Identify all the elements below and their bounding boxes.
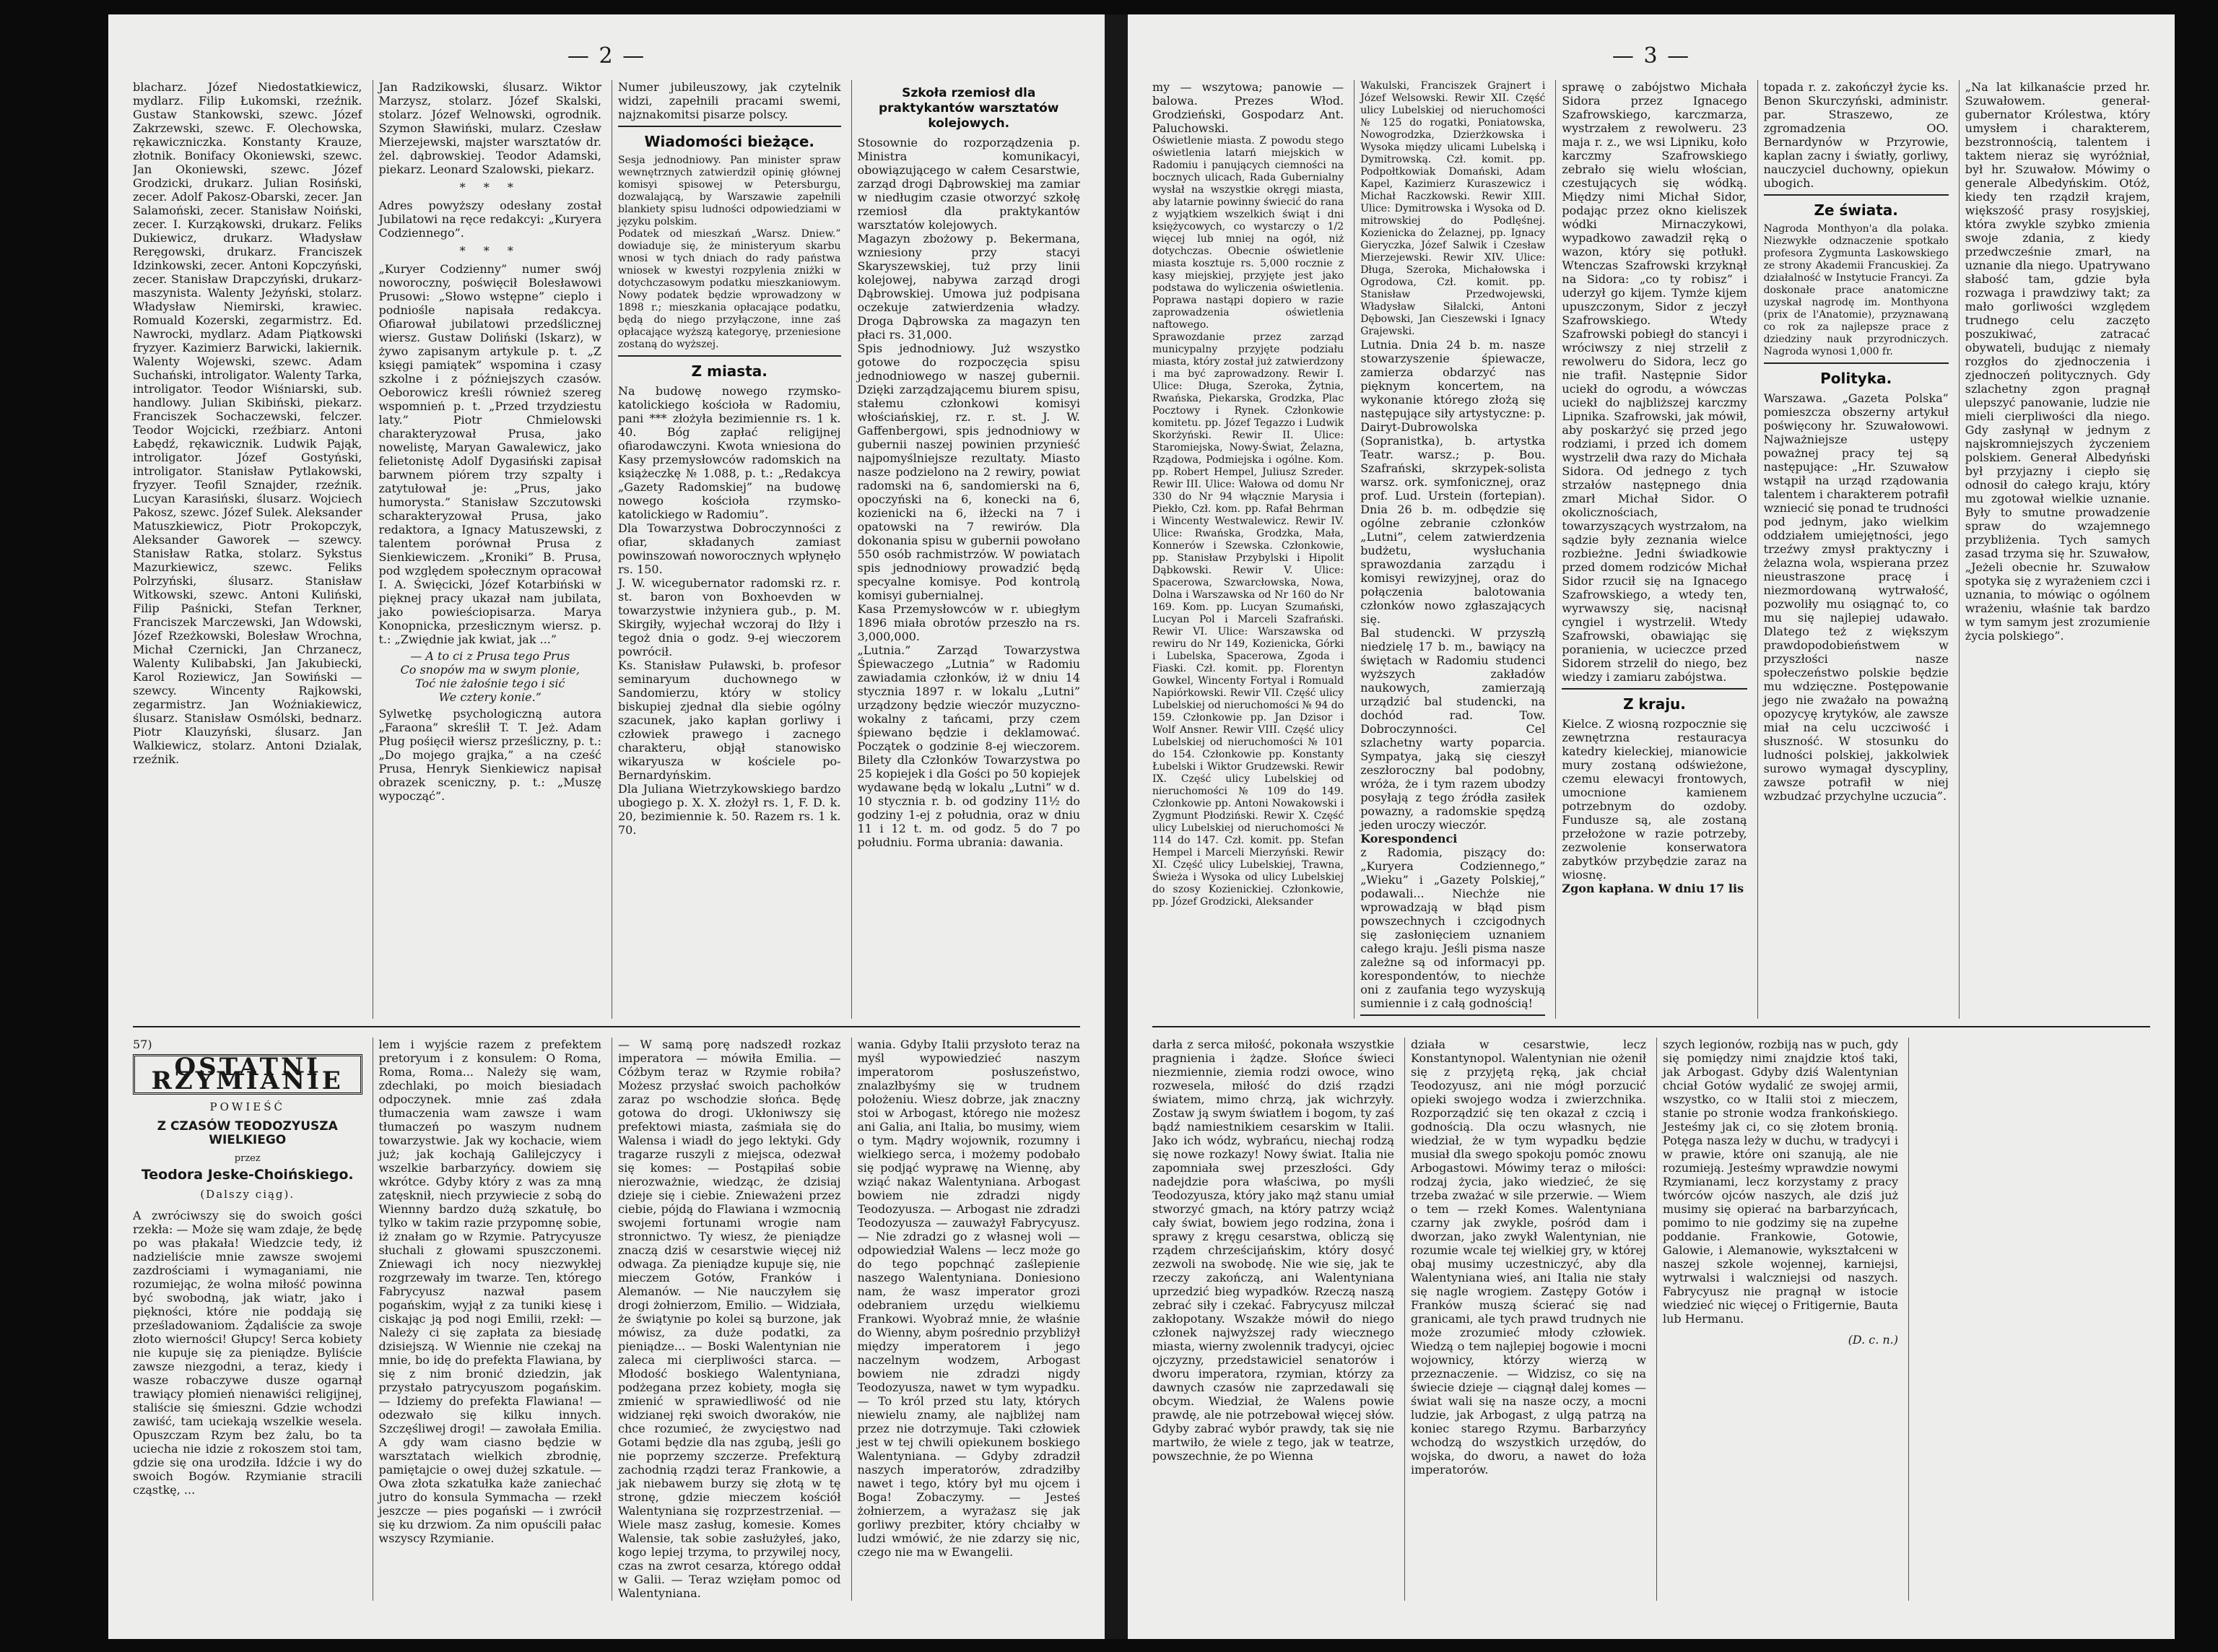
column-text: Dla Juliana Wietrzykowskiego bardzo ubogiego p. X. X. złożył rs. 1, F. D. k. 20, bezimiennie k. 50. Razem rs. 1 k. 70. [618, 782, 841, 837]
column-4 [851, 80, 1081, 1019]
column-text: Dla Towarzystwa Dobroczynności z ofiar, składanych zamiast powinszowań noworocznych wpłynęło rs. 150. [618, 521, 841, 576]
feuilleton-divider [1152, 1026, 2150, 1027]
section-heading: Polityka. [1820, 370, 1892, 387]
column-text: Spis jednodniowy. Już wszystko gotowe do rozpoczęcia spisu jednodniowego w naszej gubernii. Dzięki zarządzającemu biurem spisu, stałemu członkowi komisyi włościańskiej, rz. r. st. J. W. Gaffenbergowi, spis jednodniowy w gubernii naszej powinien przynieść najpomyślniejsze rezultaty. Miasto nasze podzielono na 2 rewiry, powiat radomski na 6, sandomierski na 6, opoczyński na 6, konecki na 6, kozienicki na 6, iłżecki na 7 i opatowski na 7 rewirów. Dla dokonania spisu w gubernii powołano 550 osób rachmistrzów. W powiatach spis jednodniowy prowadzić będą specyalne komisye. Pod kontrolą komisyi gubernialnej. [857, 342, 1080, 602]
serial-by: przez [234, 1153, 261, 1164]
column-text: działa w cesarstwie, lecz Konstantynopol. Walentynian nie ożenił się z przyjętą ręką, jak chciał Teodozyusz, ani nie mógł porzucić opieki swojego wodza i zwierzchnika. Rozporządzić się ten okazał z czcią i godnością. Dla oczu własnych, nie wiedział, że w tym wypadku będzie musiał dla swego spokoju pomóc znowu Arbogastowi. Mówimy teraz o miłości: rodzaj życia, jako wiedzieć, że się trzeba zważać w sile przerwie. — Wiem o tem — rzekł Komes. Walentyniana czarny jak zwykle, pośród dam i dworzan, jako zwykł Walentynian, nie rozumie wcale tej wielkiej gry, w której obaj musimy uczestniczyć, aby dla Walentyniana wieś, ani Italia nie stały się nagle wrogiem. Zastępy Gotów i Franków muszą ścierać się nad granicami, ale tych prawd trudnych nie może zrozumieć młody człowiek. Wiedzą o tem najlepiej bogowie i mocni wojownicy, którzy wierzą w przeznaczenie. — Widzisz, co się na świecie dzieje — ciągnął dalej komes — świat wali się na nasze oczy, a mocni ludzie, jak Arbogast, z ulgą patrzą na koniec starego Rzymu. Barbarzyńcy wchodzą do wszystkich urzędów, do wojska, do dworu, a nawet do łoża imperatorów. [1411, 1038, 1646, 1477]
section-heading: Szkoła rzemiosł dla praktykantów warsztatów kolejowych. [878, 86, 1059, 131]
divider [1764, 194, 1949, 196]
column-3 [1555, 80, 1747, 1019]
column-text: Bal studencki. W przyszłą niedzielę 17 b. m., bawiący na świętach w Radomiu studenci wyższych zakładów naukowych, zamierzają urządzić bal studencki, na dochód rad. Tow. Dobroczynności. Cel szlachetny warty poparcia. Sympatya, jaką się cieszył zeszłoroczny bal podobny, wróża, że i tym razem ubodzy posyłają z tego źródła zasiłek powazny, a radomskie spędzą jeden uroczy wieczór. [1360, 626, 1546, 832]
column-text: wania. Gdyby Italii przysłoto teraz na myśl wypowiedzieć naszym imperatorom posłuszeństwo, znalazłbyśmy się w trudnem położeniu. Wiesz dobrze, jak znaczny stoi w Arbogast, którego nie możesz ani Galia, ani Italia, bo musimy, wiem o tym. Mądry wojownik, rozumny i wielkiego serca, i możemy podobało się podjąć wyprawę na Wiennę, aby wziąć nakaz Walentyniana. Arbogast bowiem nie zdradzi nigdy Teodozyusza. — Arbogast nie zdradzi Teodozyusza — zauważył Fabrycyusz. — Nie zdradzi go z własnej woli — odpowiedział Walens — lecz może go do tego popchnąć zaślepienie naszego Walentyniana. Doniesiono nam, że wasz imperator grozi odebraniem urzędu wielkiemu Frankowi. Wyobraź mnie, że właśnie do Wienny, abym pośrednio przybliżył między imperatorem i jego naczelnym wodzem, Arbogast bowiem nie zdradzi nigdy Teodozyusza, nawet w tym wypadku. — To król przed stu laty, których niewielu znamy, ale najbliżej nam przez nie dotrzymuje. Taki człowiek jest w tej chwili opiekunem boskiego Walentyniana. — Gdyby zdradził naszych imperatorów, zdradziłby nawet i tego, który był mu ojcem i Boga! Zobaczymy. — Jesteś żołnierzem, a wyrażasz się jak gorliwy prezbiter, który chciałby w ludzi wmówić, że nie zdarzy się nic, czego nie ma w Ewangelii. [857, 1038, 1080, 1559]
to-be-continued: (D. c. n.) [1848, 1333, 1898, 1347]
feuilleton-column-2 [373, 1038, 602, 1601]
column-text: Jan Radzikowski, ślusarz. Wiktor Marzysz, stolarz. Józef Skalski, stolarz. Józef Welnowski, ogrodnik. Szymon Sławiński, mularz. Czesław Mierzejewski, majster warsztatów dr. żel. dąbrowskiej. Teodor Adamski, piekarz. Leonard Szalowski, piekarz. [378, 80, 601, 176]
feuilleton-columns [1152, 1038, 2150, 1601]
column-text: A zwróciwszy się do swoich gości rzekła: — Może się wam zdaje, że będę po was płakała! Wiedzcie tedy, iż nadzieliście mnie zawsze swojemi zazdrościami i wymaganiami, nie rozumiejąc, że wolna miłość powinna być swobodną, jak wiatr, jako i piękności, które nie poddają się prześladowaniom. Żądaliście za swoje złoto wierności! Głupcy! Serca kobiety nie kupuje się za pieniądze. Byliście zawsze niezgodni, a teraz, kiedy i wasze robaczywe dusze ogarnął trawiący płomień nienawiści religijnej, staliście się śmieszni. Gdzie wchodzi zawiść, tam uciekają wszelkie wesela. Opuszczam Rzym bez żalu, bo ta uciecha nie idzie z rokoszem stoi tam, gdzie się ona urodziła. Idźcie i wy do swoich Bogów. Rzymianie stracili cząstkę, ... [133, 1209, 362, 1497]
column-text: Sprawozdanie przez zarząd municypalny przyjęte podziału miasta, który został już zatwierdzony i ma być zaprowadzony. Rewir I. Ulice: Długa, Szeroka, Żytnia, Rwańska, Piekarska, Grodzka, Plac Pocztowy i Rynek. Członkowie komitetu. pp. Józef Tegazzo i Ludwik Skorżyński. Rewir II. Ulice: Staromiejska, Nowy-Świat, Żelazna, Rządowa, Podmiejska i ogólne. Kom. pp. Robert Hempel, Juliusz Szreder. Rewir III. Ulice: Wałowa od domu Nr 330 do Nr 94 włącznie Marysia i Piekło, Czł. kom. pp. Rafał Behrman i Wincenty Westwalewicz. Rewir IV. Ulice: Rwańska, Grodzka, Mała, Konnerów i Szewska. Członkowie, pp. Stanisław Przybylski i Hipolit Dąbkowski. Rewir V. Ulice: Spacerowa, Szwarcłowska, Nowa, Dolna i Warszawska od Nr 160 do Nr 169. Kom. pp. Lucyan Szumański, Lucyan Pol i Marceli Szafrański. Rewir VI. Ulice: Warszawska od rewiru do Nr 149, Kozienicka, Górki i Lubelska, Spacerowa, Zgoda i Fiaski. Czł. komit. pp. Florentyn Gowkel, Wincenty Fortyal i Romuald Napiórkowski. Rewir VII. Część ulicy Lubelskiej od nieruchomości № 94 do 159. Członkowie pp. Jan Dzisor i Wolf Ansner. Rewir VIII. Część ulicy Lubelskiej od nieruchomości № 101 do 154. Członkowie pp. Konstanty Łubelski i Wiktor Grudzewski. Rewir IX. Część ulicy Lubelskiej od nieruchomości № 109 do 149. Członkowie pp. Antoni Nowakowski i Zygmunt Płodziński. Rewir X. Część ulicy Lubelskiej od nieruchomości № 114 do 147. Czł. komit. pp. Stefan Hempel i Marceli Mierzyński. Rewir XI. Część ulicy Lubelskiej, Trawna, Świeża i Wysoka od ulicy Lubelskiej do szosy Kozienickiej. Członkowie, pp. Józef Grodzicki, Aleksander [1152, 331, 1344, 908]
poem-line: Co snopów ma w swym plonie, [400, 663, 580, 677]
feuilleton-column-3 [612, 1038, 841, 1601]
column-4 [1757, 80, 1949, 1019]
poem-line: — A to ci z Prusa tego Prus [410, 649, 570, 663]
column-3 [612, 80, 841, 1019]
feuilleton-column-3 [1656, 1038, 1898, 1601]
column-text: blacharz. Józef Niedostatkiewicz, mydlarz. Filip Łukomski, rzeźnik. Gustaw Stankowski, szewc. Józef Zakrzewski, szewc. F. Olechowska, rękawiczniczka. Konstanty Krauze, złotnik. Bonifacy Okoniewski, szewc. Jan Okoniewski, szewc. Józef Grodzicki, drukarz. Julian Rosiński, zecer. Adolf Pakosz-Obarski, zecer. Jan Salamoński, zecer. Stanisław Noiński, zecer. I. Kurząkowski, drukarz. Feliks Dukiewicz, drukarz. Władysław Reręgowski, drukarz. Franciszek Idzinkowski, zecer. Antoni Kopczyński, zecer. Stanisław Drapczyński, drukarz-maszynista. Walenty Jeżyński, stolarz. Władysław Niemirski, krawiec. Romuald Kozerski, zegarmistrz. Ed. Nawrocki, mydlarz. Adam Piątkowski fryzyer. Kazimierz Barwicki, lakiernik. Walenty Wojewski, szewc. Adam Suchański, introligator. Walenty Tarka, introligator. Teodor Wiśniarski, sub. handlowy. Julian Skibiński, piekarz. Franciszek Sochaczewski, felczer. Teodor Wojcicki, rzeźbiarz. Antoni Łabędź, rękawicznik. Ludwik Pająk, introligator. Józef Gostyński, introligator. Stanisław Pytlakowski, fryzyer. Teofil Sznajder, rzeźnik. Lucyan Karasiński, ślusarz. Wojciech Pakosz, szewc. Józef Sulek. Aleksander Matuszkiewicz, Piotr Prokopczyk, Aleksander Gaworek — szewcy. Stanisław Ratka, stolarz. Sykstus Mazurkiewicz, szewc. Feliks Polrzyński, ślusarz. Stanisław Witkowski, szewc. Antoni Kuliński, Filip Paśnicki, Stefan Terkner, Franciszek Marczewski, Jan Wdowski, Józef Rzeżkowski, Bolesław Wrochna, Michał Czernicki, Jan Chrzanecz, Walenty Kulibabski, Jan Jakubiecki, Karol Roziewicz, Jan Sowiński — szewcy. Wincenty Rajkowski, zegarmistrz. Jan Woźniakiewicz, ślusarz. Stanisław Osmólski, bednarz. Piotr Klauzyński, ślusarz. Jan Walkiewicz, stolarz. Antoni Dzialak, rzeźnik. [133, 80, 362, 766]
column-text: Podatek od mieszkań „Warsz. Dniew.” dowiaduje się, że ministeryum skarbu wnosi w tych dniach do rady państwa wniosek w kwestyi rozpylenia zniżki w dotychczasowym podatku mieszkaniowym. Nowy podatek będzie wprowadzony w 1898 r.; mieszkania opłacające podatku, będą do niego przyłączone, inne zaś opłacające wyższą kategoryę, przeniesione zostaną do wyższej. [618, 228, 841, 350]
page-number: — 3 — [1612, 43, 1691, 69]
feuilleton-column-4 [851, 1038, 1081, 1601]
column-text: z Radomia, piszący do: „Kuryera Codziennego,” „Wieku” i „Gazety Polskiej,” podawali... Niechże nie wprowadzają w błąd pism powszechnych i czcigodnych się zasłonięciem uznaniem całego kraju. Jeśli pisma nasze zależne są od informacyi pp. korespondentów, to niechże oni z zaufania tego wyzyskują sumiennie i z całą godnością! [1360, 845, 1546, 1010]
column-text: Adres powyższy odesłany został Jubilatowi na ręce redakcyi: „Kuryera Codziennego”. [378, 199, 601, 240]
column-text: „Lutnia.” Zarząd Towarzystwa Śpiewaczego „Lutnia” w Radomiu zawiadamia członków, iż w dniu 14 stycznia 1897 r. w lokalu „Lutni” urządzony będzie wieczór muzyczno-wokalny z tańcami, przy czem śpiewano będzie i deklamować. Początek o godzinie 8-ej wieczorem. Bilety dla Członków Towarzystwa po 25 kopiejek i dla Gości po 50 kopiejek wydawane będą w lokalu „Lutni” w d. 10 stycznia r. b. od godziny 11½ do godziny 1-ej z południa, oraz w dniu 11 i 12 t. m. od godz. 5 do 7 po południu. Forma ubrania: dawania. [857, 643, 1080, 849]
column-text: my — wszytowa; panowie — balowa. Prezes Włod. Grodzieński, Gospodarz Ant. Paluchowski. [1152, 80, 1344, 135]
column-2 [373, 80, 602, 1019]
poem-line: We cztery konie.” [438, 690, 542, 704]
book-spine [1105, 14, 1128, 1639]
serial-title: OSTATNI RZYMIANIE [133, 1054, 362, 1095]
serial-era: Z CZASÓW TEODOZYUSZA WIELKIEGO [157, 1119, 338, 1147]
column-text: „Kuryer Codzienny” numer swój noworoczny, poświęcił Bolesławowi Prusowi: „Słowo wstępne” cieplo i podniośle napisała redakcya. Ofiarował jubilatowi przedślicznej wiersz. Gustaw Doliński (Iskarz), w żywo zapisanym artykule p. t. „Z księgi pamiątek” wspomina i czasy szkolne i z późniejszych czasów. Oeborowicz kreśli również szereg wspomnień p. t. „Przed trzydziestu laty.” Piotr Chmielowski charakteryzował Prusa, jako nowelistę, Maryan Gawalewicz, jako felietonistę Adolf Dygasiński zapisał barwnem piórem trzy szpalty i zatytułował je: „Prus, jako humorysta.” Stanisław Szczutowski scharakteryzował Prusa, jako redaktora, a Ignacy Matuszewski, z talentem porównał Prusa z Sienkiewiczem. „Kroniki” B. Prusa, pod względem społecznym opracował I. A. Święcicki, Józef Kotarbiński w pięknej pracy ukazał nam jubilata, jako powieściopisarza. Marya Konopnicka, przesłicznym wiersz. p. t.: „Zwiędnie jak kwiat, jak ...” [378, 262, 601, 646]
poem-line: Toć nie żałośnie tego i sić [415, 677, 565, 690]
column-text: Na budowę nowego rzymsko-katolickiego kościoła w Radomiu, pani *** złożyła bezimiennie rs. 1 k. 40. Bóg zapłać religijnej ofiarodawczyni. Kwota wniesiona do Kasy przemysłowców radomskich na książeczkę № 1.088, p. t.: „Redakcya „Gazety Radomskiej” na budowę nowego kościoła rzymsko-katolickiego w Radomiu”. [618, 384, 841, 521]
column-text: — W samą porę nadszedł rozkaz imperatora — mówiła Emilia. — Cóżbym teraz w Rzymie robiła? Możesz przysłać swoich pachołków zaraz po wschodzie słońca. Będę gotowa do drogi. Ukłoniwszy się prefektowi miasta, zaśmiała się do Walensa i wiadł do jego lektyki. Gdy tragarze ruszyli z miejsca, odezwał się komes: — Postąpiłaś sobie nierozważnie, wiedząc, że dzisiaj dzieje się i ciebie. Znieważeni przez ciebie, pójdą do Flawiana i wzmocnią swojemi fortunami wrogie nam stronnictwo. Ty wiesz, że pieniądze znaczą dziś w cesarstwie więcej niż odwaga. Za pieniądze kupuje się, nie mieczem Gotów, Franków i Alemanów. — Nie nauczyłem się drogi żołnierzom, Emilio. — Widziała, że świątynie po kolei są burzone, jak mówisz, za duże podatki, za pieniądze... — Boski Walentynian nie zaleca mi cierpliwości starca. — Młodość boskiego Walentyniana, podżegana przez kobiety, mogła się zmienić w sprawiedliwość od nie widzianej ręki swoich dworaków, nie chce rozumieć, że zwycięstwo nad Gotami będzie dla nas zgubą, jeśli go nie poprzemy szczerze. Prefekturą zachodnią rządzi teraz Frankowie, a jak niebawem burzy się złotą w tę stronę, gdzie mieczem kościół Walentyniana się rozprzestrzeniał. — Wiele masz zasług, komesie. Komes Walensie, tak sobie zasłużyłeś, jako, kogo lepiej trzyma, to przywilej nocy, czas na zwrot cesarza, którego oddał w Galii. — Teraz wzięłam pomoc od Walentyniana. [618, 1038, 841, 1600]
feuilleton-column-1 [133, 1038, 362, 1601]
column-text: Kasa Przemysłowców w r. ubiegłym 1896 miała obrotów przeszło na rs. 3,000,000. [857, 602, 1080, 643]
column-text: sprawę o zabójstwo Michała Sidora przez Ignacego Szafrowskiego, karczmarza, wystrzałem z rewolweru. 23 maja r. z., we wsi Lipniku, koło karczmy Szafrowskiego zebrało się wielu włościan, czestujących się wódką. Między nimi Michał Sidor, podając przez okno kieliszek wódki Mirnaczykowi, wypadkowo zawadził ręką o wazon, który się potłukł. Wtenczas Szafrowski krzyknął na Sidora: „co ty robisz” i uderzył go kijem. Tymże kijem upuszczonym, Sidor z jeczył Szafrowskiego. Wtedy Szafrowski pobiegł do stancyi i wróciwszy z niej strzelił z rewolweru do Sidora, lecz go nie trafił. Następnie Sidor uciekł do ogrodu, a wówczas uciekł do najbliższej karczmy Lipnika. Szafrowski, jak mówił, aby poskarżyć się przed jego rodziami, i przed ich domem wystrzelił dwa razy do Michała Sidora. Od jednego z tych strzałów następnego dnia zmarł Michał Sidor. O okolicznościach, towarzyszących wystrzałom, na sądzie były zeznania wielce rozbieżne. Jedni świadkowie przed domem rodziców Michał Sidor rzucił się na Ignacego Szafrowskiego, a wtedy ten, wyrwawszy się, nacisnął cyngiel i wystrzelił. Wtedy Szafrowski, obawiając się poranienia, w ucieczce przed Sidorem strzelił do niego, bez wiedzy i zamiaru zabójstwa. [1562, 80, 1747, 684]
column-text: Ks. Stanisław Puławski, b. profesor seminaryum duchownego w Sandomierzu, który w stolicy biskupiej zjednał dla siebie ogólny szacunek, jako kapłan gorliwy i człowiek prawego i zacnego charakteru, objął stanowisko wikaryusza w kościele po-Bernardyńskim. [618, 658, 841, 782]
column-5 [1959, 80, 2150, 1019]
divider [1764, 362, 1949, 364]
column-text: Lutnia. Dnia 24 b. m. nasze stowarzyszenie śpiewacze, zamierza obdarzyć nas pięknym koncertem, na wykonanie którego złożą się następujące siły artystyczne: p. Dairyt-Dubrowolska (Sopranistka), b. artystka Teatr. warsz.; p. Bou. Szafrański, skrzypek-solista warsz. ork. symfonicznej, oraz prof. Lud. Urstein (fortepian). Dnia 26 b. m. odbędzie się ogólne zebranie członków „Lutni”, celem zatwierdzenia budżetu, wysłuchania sprawozdania zarządu i komisyi rewizyjnej, oraz do połączenia balotowania członków nowo zgłaszających się. [1360, 338, 1546, 626]
column-text: Sylwetkę psychologiczną autora „Faraona” skreślił T. T. Jeż. Adam Pług pośięcił wiersz prześliczny, p. t.: „Do mojego grajka,” a na cześć Prusa, Henryk Sienkiewicz napisał obrazek sceniczny, p. t.: „Muszę wypocząć”. [378, 707, 601, 803]
column-text: Nagroda Monthyon'a dla polaka. Niezwykłe odznaczenie spotkało profesora Zygmunta Laskowskiego ze strony Akademii Francuskiej. Za działalność w Instytucie Francyi. Za doskonałe prace anatomiczne uzyskał nagrodę im. Monthyona (prix de l'Anatomie), przyznawaną co rok za najlepsze prace z dziedziny nauk przyrodniczych. Nagroda wynosi 1,000 fr. [1763, 223, 1949, 357]
section-separator: * * * [459, 244, 521, 258]
news-columns-top [133, 80, 1080, 1019]
feuilleton-column-1 [1152, 1038, 1394, 1601]
section-heading: Z miasta. [691, 362, 767, 380]
column-text: J. W. wicegubernator radomski rz. r. st. baron von Boxhoevden w towarzystwie inżyniera gub., p. M. Skirgiły, wyjechał wczoraj do Iłży i tegoż dnia o godz. 9-ej wieczorem powrócił. [618, 576, 841, 658]
section-heading: Wiadomości bieżące. [644, 133, 815, 150]
column-text: topada r. z. zakończył życie ks. Benon Skurczyński, administr. par. Straszewo, ze zgromadzenia OO. Bernardynów w Przyrowie, kaplan zacny i światły, gorliwy, nauczyciel duchowny, opiekun ubogich. [1763, 80, 1949, 190]
feuilleton-divider [133, 1026, 1080, 1027]
newspaper-page-left [108, 14, 1105, 1639]
divider [618, 355, 841, 357]
column-text: Wakulski, Franciszek Grajnert i Józef Welsowski. Rewir XII. Część ulicy Lubelskiej od nieruchomości № 125 do rogatki, Poniatowska, Nowogrodzka, Dzierżkowska i Wysoka między ulicami Lubelską i Dymitrowską. Czł. komit. pp. Podpołtkowiak Domański, Adam Kapel, Kazimierz Kuraszewicz i Michał Raczkowski. Rewir XIII. Ulice: Dymitrowska i Wysoka od D. mitrowskiej do Podlęśnej. Kozienicka do Żelaznej, pp. Ignacy Gieryczka, Józef Salwik i Czesław Mierzejewski. Rewir XIV. Ulice: Długa, Szeroka, Michałowska i Ogrodowa, Czł. komit. pp. Stanisław Przedwojewski, Władysław Siłalcki, Antoni Dębowski, Jan Cieszewski i Ignacy Grajewski. [1360, 80, 1546, 337]
column-text: Magazyn zbożowy p. Bekermana, wzniesiony przy stacyi Skaryszewskiej, tuż przy linii kolejowej, nabywa zarząd drogi Dąbrowskiej. Umowa już podpisana oczekuje zatwierdzenia władzy. Droga Dąbrowska za magazyn ten płaci rs. 31,000. [857, 232, 1080, 342]
column-text: Sesja jednodniowy. Pan minister spraw wewnętrznych zatwierdził opinię głównej komisyi spisowej w Petersburgu, dozwalającą, by Warszawie zapełnili blankiety spisu ludności odpowiedziami w języku polskim. [618, 155, 841, 227]
installment-number: 57) [133, 1038, 152, 1051]
column-text: szych legionów, rozbiją nas w puch, gdy się pomiędzy nimi znajdzie ktoś taki, jak Arbogast. Gdyby dziś Walentynian chciał Gotów wydalić ze swojej armii, wszystko, co w Italii stoi z mieczem, stanie po stronie wodza frankońskiego. Jesteśmy jak ci, co się złotem bronią. Potęga nasza leży w duchu, w tradycyi i w prawie, które oni szanują, ale nie rozumieją. Jesteśmy wprawdzie nowymi Rzymianami, lecz korzystamy z pracy twórców ojców naszych, ale dziś już musimy się opierać na barbarzyńcach, pomimo to nie godzimy się na zupełne poddanie. Frankowie, Gotowie, Galowie, i Alemanowie, wykształceni w naszej szkole wojennej, karniejsi, wytrwalsi i walczniejsi od naszych. Fabrycyusz nie pragnął w istocie wiedzieć nic więcej o Fritigernie, Bauta lub Hermanu. [1663, 1038, 1898, 1326]
feuilleton-column-2 [1404, 1038, 1646, 1601]
column-text: Warszawa. „Gazeta Polska” pomieszcza obszerny artykuł poświęcony hr. Szuwałowowi. Najważniejsze ustępy poważnej pracy tej są następujące: „Hr. Szuwałow wstąpił na urząd rządowania talentem i charakterem potrafił wzniecić się ponad te trudności pod jednym, jako wielkim oddziałem umiejętności, jego trzeźwy zmysł praktyczny i żelazna wola, wspierana przez nieustraszone pracę i niezmordowaną wytrwałość, pozwoliły mu osiągnąć to, co mu się najlepiej udawało. Dlatego też z większym prawdopodobieństwem w przyszłości nasze społeczeństwo polskie będzie mu wdzięczne. Postępowanie jego nie zważało na poważną opozycyę krytyków, ale zawsze miał na celu uczciwość i słuszność. W stosunku do ludności polskiej, jakkolwiek surowo wymagał dyscypliny, zawsze potrafił w niej wzbudzać przychylne uczucia”. [1763, 391, 1949, 803]
divider [618, 126, 841, 127]
column-text: Oświetlenie miasta. Z powodu stego oświetlenia latarń miejskich w Radomiu i panujących ciemności na bocznych ulicach, Rada Gubernialny wysłał na wszystkie okręgi miasta, aby latarnie powinny świecić do rana z wyjątkiem wszelkich świąt i dni księżycowych, co wystarczy o 1/2 więcej lub mniej na ogół, niż dotychczas. Obecnie oświetlenie miasta kosztuje rs. 5,000 rocznie z kasy miejskiej, przyjęte jest jako podstawa do wyliczenia oświetlenia. Poprawa nastąpi dopiero w razie zaprowadzenia oświetlenia naftowego. [1152, 135, 1344, 331]
section-heading: Korespondenci [1360, 832, 1458, 845]
divider [1562, 688, 1747, 690]
column-text: Stosownie do rozporządzenia p. Ministra komunikacyi, obowiązującego w całem Cesarstwie, zarząd drogi Dąbrowskiej ma zamiar w niedługim czasie otworzyć szkołę rzemiosł dla praktykantów warsztatów kolejowych. [857, 136, 1080, 232]
column-2 [1354, 80, 1545, 1019]
column-text: Numer jubileuszowy, jak czytelnik widzi, zapełnili pracami swemi, najznakomitsi pisarze polscy. [618, 80, 841, 121]
serial-author: Teodora Jeske-Choińskiego. [141, 1167, 354, 1183]
news-columns-top [1152, 80, 2150, 1019]
divider [1360, 1014, 1545, 1016]
column-text: Zgon kapłana. W dniu 17 lis [1562, 882, 1744, 895]
column-text: lem i wyjście razem z prefektem pretoryum i z konsulem: O Roma, Roma, Roma... Należy się wam, zdechlaki, po moich biesiadach odpoczynek. mnie zaś zdała tłumaczenia wam zawsze i wam tłumaczeń po waszym nudnem towarzystwie. Jak wy kochacie, wiem już; jak kochają Galilejczycy i wszelkie barbarzyńcy. dowiem się wkrótce. Gdyby który z was za mną zatęsknił, niech przywiecie z sobą do Wiennny bardzo dużą szkatułę, bo tylko w takim razie przypomnę sobie, iż znałam go w Rzymie. Patrycyusze słuchali z głowami spuszczonemi. Zniewagi ich nocy niezwykłej rozgrzewały im twarze. Ten, którego Fabrycyusz nazwał pasem pogańskim, wyjął z za tuniki kiesę i ciskając ją pod nogi Emilii, rzekł: — Należy ci się zapłata za biesiadę dzisiejszą. W Wiennie nie czekaj na mnie, bo idę do prefekta Flawiana, by się z nim bronić dziedzin, jak przystało patrycyuszom pogańskim. — Idziemy do prefekta Flawiana! — odezwało się kilku innych. Szczęśliwej drogi! — zawołała Emilia. A gdy wam ciasno będzie w warsztatach wielkich zbrodnię, pamiętajcie o owej dużej szkatule. — Owa złota szkatułka każe zaniechać jutro do konsula Symmacha — rzekł jeszcze — pies pogański — i zwrócił się ku drzwiom. Za nim opuścili pałac wszyscy Rzymianie. [378, 1038, 601, 1545]
column-text: darła z serca miłość, pokonała wszystkie pragnienia i żądze. Słońce świeci niezmiennie, ziemia rodzi owoce, wino rozwesela, miłość do dziś rządzi światem, mimo chrzą, jak wichrzyły. Zostaw ją swym światłem i bogom, ty zaś bądź namiestnikiem cesarskim w Italii. Jako ich wódz, wybrańcu, niechaj rodzą się nowe rozkazy! Nowy świat. Italia nie zapomniała swej przeszłości. Gdy nadejdzie pora właściwa, po myśli Teodozyusza, który jako mąż stanu umiał stworzyć gmach, na który patrzy wciąż cały świat, bowiem jego rodzina, żona i sprawy z kręgu cesarstwa, obliczą się rządem chrześcijańskim, który dosyć zezwoli na swobodę. Nie wie się, jak te rzeczy zakończą, ani Walentyniana uprzedzić bieg wypadków. Rzeczą naszą zebrać siły i czekać. Fabrycyusz milczał zakłopotany. Wszakże mówił do niego członek najwyższej rady wiecznego miasta, wierny zwolennik tradycyi, ojciec ojczyzny, przedstawiciel senatorów i dworu imperatora, rzymian, którzy za dawnych czasów nie zaprzedawali się obcym. Wiedział, że Walens powie prawdę, ale nie potrzebował więcej słów. Gdyby zabrać wybór prawdy, tak się nie martwiło, że wiele z tego, jak w teatrze, powszechnie, że po Wienna [1152, 1038, 1394, 1463]
poem [379, 649, 602, 704]
feuilleton-column-4 [1908, 1038, 2150, 1601]
column-text: „Na lat kilkanaście przed hr. Szuwałowem. generał-gubernator Królestwa, który umysłem i charakterem, bezstronnością, talentem i taktem nieraz się wyróżniał, był hr. Szuwałow. Mówimy o generale Albedyńskim. Otóż, kiedy ten rządził krajem, większość prasy rosyjskiej, która zwykle szybko zmienia swoje zdania, z kiedy przedwcześnie zmarł, na uznanie dla niego. Upatrywano słabość tam, gdzie była rozwaga i prawdziwy takt; za mało gorliwości względem trudnego celu zaczęto poszukiwać, zatracać obywateli, budując z niemały rozgłos do zjednoczenia i zjednoczeń politycznych. Gdy szlachetny zgon pragnął ulepszyć panowanie, ludzie nie mieli cierpliwości dla niego. Gdy zasłynął w jednym z najskromniejszych życzeniem polskiem. Generał Albedyński był przyjazny i ciepło się odnosił do całego kraju, który mu zgotował wielkie uznanie. Były to smutne prowadzenie spraw do wzajemnego przybliżenia. Tych samych zasad trzyma się hr. Szuwałow, „Jeżeli obecnie hr. Szuwałow spotyka się z wyrażeniem czci i uznania, to mówiąc o ogólnem wrażeniu, właśnie tak bardzo w tym samym jest zrozumienie życia polskiego”. [1965, 80, 2150, 643]
section-separator: * * * [459, 181, 521, 194]
column-text: Kielce. Z wiosną rozpocznie się zewnętrzna restauracya katedry kieleckiej, mianowicie mury zostaną odświeżone, czemu elewacyi frontowych, umocnione kamienem potrzebnym do ozdoby. Fundusze są, ale zostaną przełożone w razie potrzeby, zezwolenie konserwatora zabytków przybędzie zaraz na wiosnę. [1562, 717, 1747, 882]
column-1 [1152, 80, 1344, 1019]
section-heading: Z kraju. [1623, 695, 1686, 713]
serial-genre: POWIEŚĆ [209, 1100, 285, 1113]
serial-masthead [133, 1054, 362, 1201]
section-heading: Ze świata. [1814, 201, 1898, 219]
feuilleton-columns [133, 1038, 1080, 1601]
serial-continued: (Dalszy ciąg). [200, 1188, 295, 1201]
newspaper-page-right [1128, 14, 2175, 1639]
column-1 [133, 80, 362, 1019]
page-number: — 2 — [567, 43, 646, 69]
